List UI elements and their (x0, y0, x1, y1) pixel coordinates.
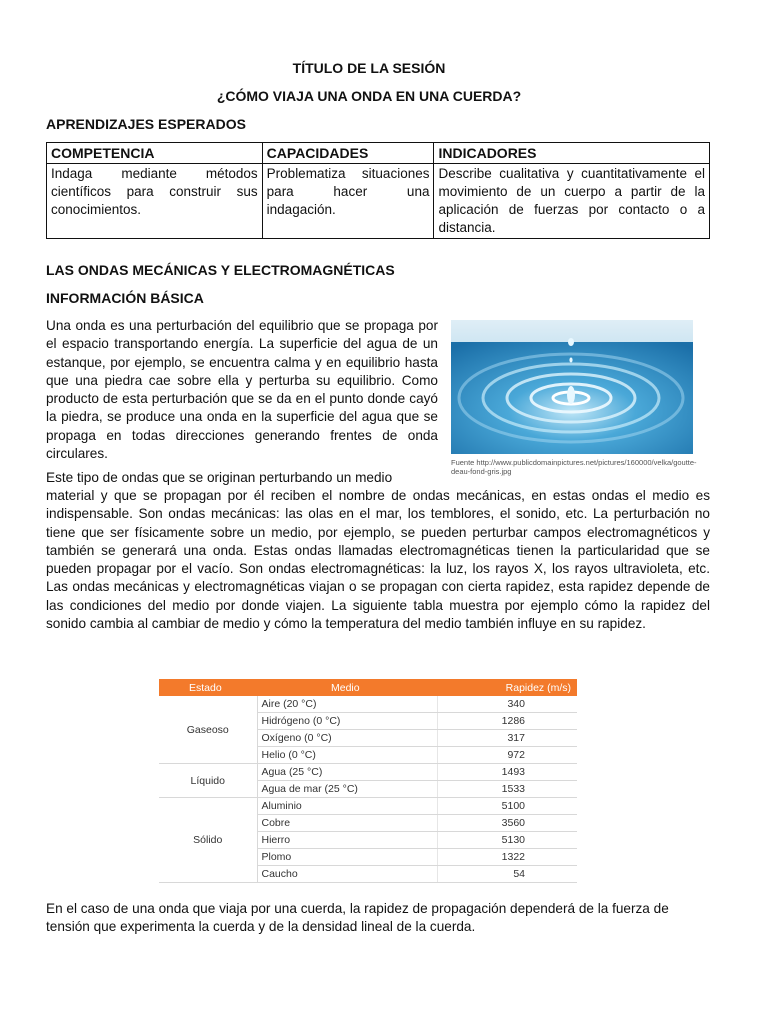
speed-cell: 1286 (437, 713, 577, 730)
speed-cell: 5130 (437, 832, 577, 849)
speed-cell: 54 (437, 866, 577, 883)
cell-indicadores: Describe cualitativa y cuantitativamente el movimiento de un cuerpo a partir de la aplicación de fuerzas por contacto o a distancia. (434, 164, 710, 239)
header-estado: Estado (159, 679, 257, 696)
medium-cell: Helio (0 °C) (257, 747, 437, 764)
header-medio: Medio (257, 679, 437, 696)
medium-cell: Aluminio (257, 798, 437, 815)
medium-cell: Cobre (257, 815, 437, 832)
cell-competencia: Indaga mediante métodos científicos para construir sus conocimientos. (47, 164, 263, 239)
speed-cell: 3560 (437, 815, 577, 832)
competency-table (46, 142, 710, 239)
table-row (159, 798, 577, 815)
speed-cell: 972 (437, 747, 577, 764)
table-row (159, 696, 577, 713)
medium-cell: Aire (20 °C) (257, 696, 437, 713)
speed-cell: 317 (437, 730, 577, 747)
medium-cell: Oxígeno (0 °C) (257, 730, 437, 747)
session-title-label: TÍTULO DE LA SESIÓN (292, 60, 446, 76)
speed-cell: 1322 (437, 849, 577, 866)
medium-cell: Agua de mar (25 °C) (257, 781, 437, 798)
header-competencia: COMPETENCIA (47, 143, 263, 164)
state-liquido: Líquido (159, 764, 257, 798)
basic-info-heading: INFORMACIÓN BÁSICA (46, 290, 204, 306)
sound-speed-table (159, 679, 577, 883)
section-heading: LAS ONDAS MECÁNICAS Y ELECTROMAGNÉTICAS (46, 262, 395, 278)
cell-capacidades: Problematiza situaciones para hacer una indagación. (262, 164, 434, 239)
medium-cell: Hierro (257, 832, 437, 849)
speed-cell: 1533 (437, 781, 577, 798)
speed-cell: 340 (437, 696, 577, 713)
speed-cell: 5100 (437, 798, 577, 815)
speed-cell: 1493 (437, 764, 577, 781)
medium-cell: Plomo (257, 849, 437, 866)
state-solido: Sólido (159, 798, 257, 883)
header-rapidez: Rapidez (m/s) (437, 679, 577, 696)
expected-learning-heading: APRENDIZAJES ESPERADOS (46, 116, 246, 132)
state-gaseoso: Gaseoso (159, 696, 257, 764)
paragraph-1: Una onda es una perturbación del equilibrio que se propaga por el espacio transportando energía. La superficie del agua de un estanque, por ejemplo, se encuentra calma y en equilibrio hasta que una piedra cae sobre ella y perturba su equilibrio. Como producto de esta perturbación que se da en el punto donde cayó la piedra, se produce una onda en la superficie del agua que se propaga en todas direcciones generando frentes de onda circulares. (46, 318, 438, 462)
header-capacidades: CAPACIDADES (262, 143, 434, 164)
water-drop-image (451, 320, 693, 454)
medium-cell: Hidrógeno (0 °C) (257, 713, 437, 730)
paragraph-2-first-line: Este tipo de ondas que se originan perturbando un medio (46, 470, 393, 485)
paragraph-2: material y que se propagan por él reciben el nombre de ondas mecánicas, en estas ondas el medio es indispensable. Son ondas mecánicas: las olas en el mar, los temblores, el sonido, etc. La perturbación no tiene que ser físicamente sobre un medio, por ejemplo, se pueden perturbar campos electromagnéticos y también se generará una onda. Estas ondas llamadas electromagnéticas tienen la particularidad que se pueden propagar por el vacío. Son ondas electromagnéticas: la luz, los rayos X, los rayos ultravioleta, etc. Las ondas mecánicas y electromagnéticas viajan o se propagan con cierta rapidez, esta rapidez depende de las condiciones del medio por donde viajen. La siguiente tabla muestra por ejemplo cómo la rapidez del sonido cambia al cambiar de medio y cómo la temperatura del medio también influye en su rapidez. (46, 488, 710, 632)
paragraph-3: En el caso de una onda que viaja por una cuerda, la rapidez de propagación dependerá de la fuerza de tensión que experimenta la cuerda y de la densidad lineal de la cuerda. (46, 901, 669, 935)
header-indicadores: INDICADORES (434, 143, 710, 164)
image-caption: Fuente http://www.publicdomainpictures.net/pictures/160000/velka/goutte-deau-fond-gris.jpg (451, 458, 697, 476)
session-title: ¿CÓMO VIAJA UNA ONDA EN UNA CUERDA? (216, 88, 522, 104)
medium-cell: Agua (25 °C) (257, 764, 437, 781)
medium-cell: Caucho (257, 866, 437, 883)
table-row (159, 764, 577, 781)
water-ripple-illustration (451, 320, 693, 454)
